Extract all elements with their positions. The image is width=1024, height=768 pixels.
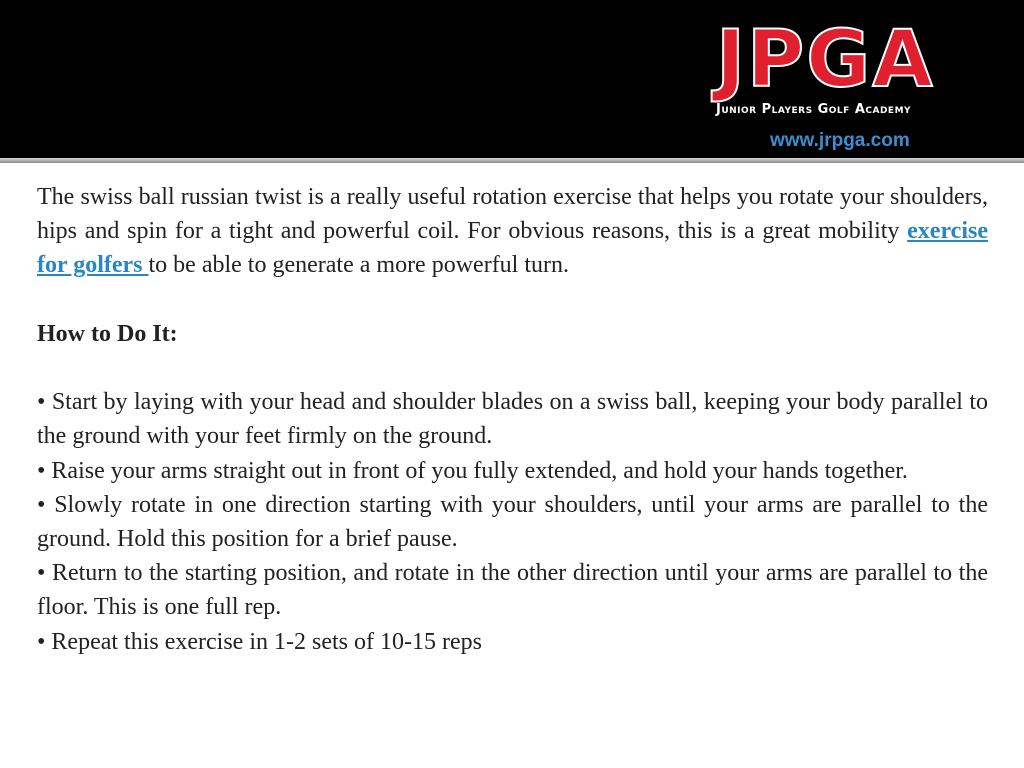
how-to-heading: How to Do It:: [37, 320, 178, 347]
intro-paragraph: [37, 180, 988, 283]
step-item: • Slowly rotate in one direction starting with your shoulders, until your arms are parallel to the ground. Hold this position for a brief pause.: [37, 491, 988, 552]
intro-text-after: to be able to generate a more powerful turn.: [148, 252, 570, 279]
exercise-for-golfers-link[interactable]: exercise for golfers: [37, 218, 988, 279]
spacer: [37, 351, 988, 385]
step-item: • Return to the starting position, and rotate in the other direction until your arms are parallel to the floor. This is one full rep.: [37, 560, 988, 621]
logo-letters: JPGA: [716, 15, 935, 105]
logo-tagline: Junior Players Golf Academy: [716, 102, 912, 117]
step-item: • Repeat this exercise in 1-2 sets of 10-15 reps: [37, 628, 482, 655]
intro-text-before: The swiss ball russian twist is a really useful rotation exercise that helps you rotate your shoulders, hips and spin for a tight and powerful coil. For obvious reasons, this is a great mobility: [37, 184, 988, 245]
header-band: [0, 0, 1024, 158]
spacer: [37, 283, 988, 317]
step-item: • Start by laying with your head and shoulder blades on a swiss ball, keeping your body parallel to the ground with your feet firmly on the ground.: [37, 389, 988, 450]
header-divider: [0, 158, 1024, 163]
slide-content: [37, 180, 988, 659]
site-url-link[interactable]: www.jrpga.com: [770, 130, 910, 151]
jpga-logo: [712, 15, 997, 125]
step-item: • Raise your arms straight out in front of you fully extended, and hold your hands together.: [37, 457, 908, 484]
